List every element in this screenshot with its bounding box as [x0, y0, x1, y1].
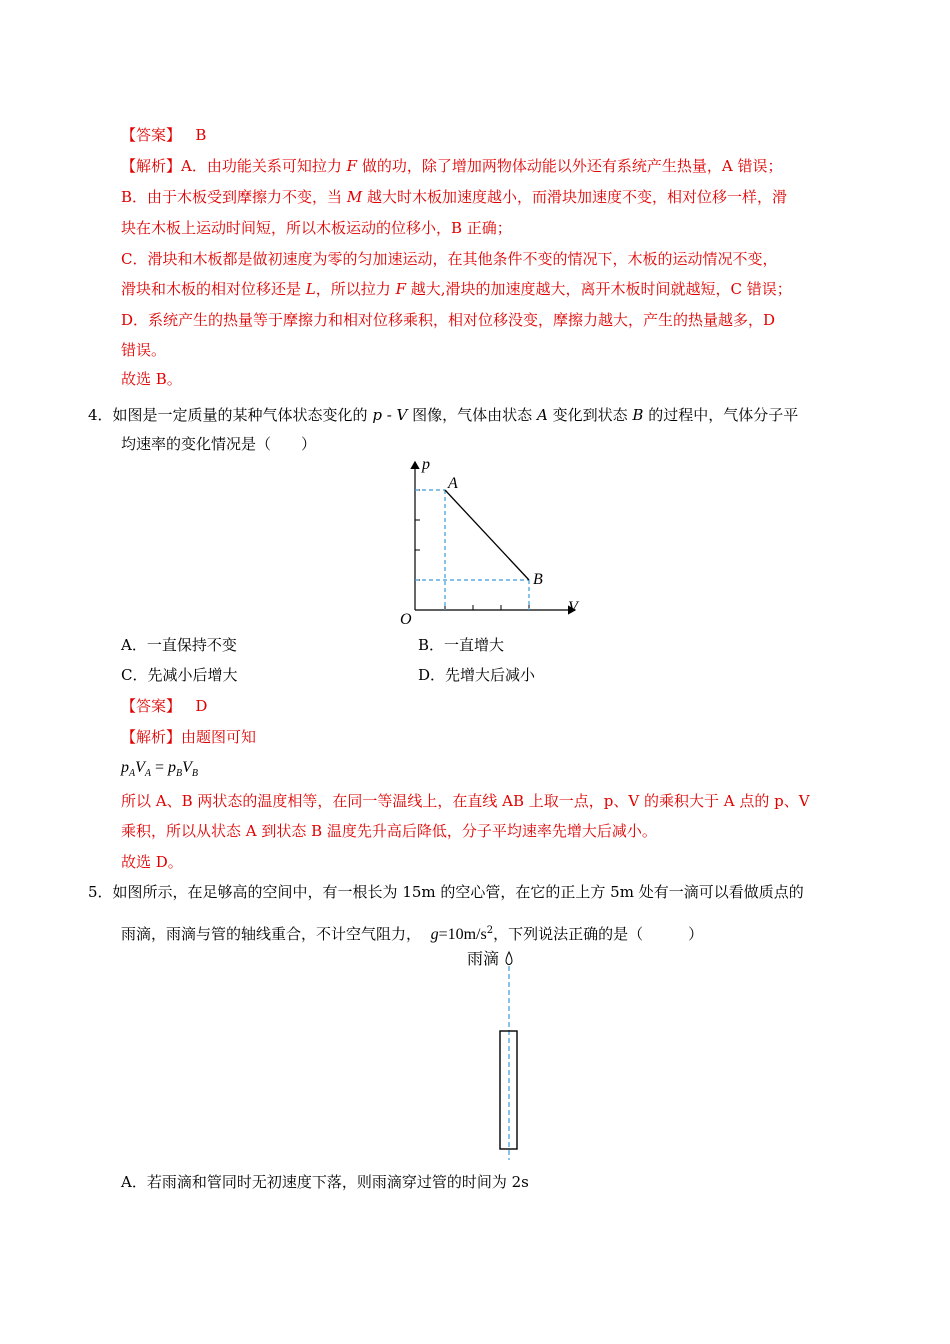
- variable-f: F: [395, 280, 406, 298]
- option-text: A．一直保持不变: [121, 636, 237, 654]
- formula-v: V: [182, 759, 192, 776]
- q3-conclusion: [121, 369, 182, 389]
- gravity-exponent: 2: [486, 925, 494, 936]
- formula-p: p: [121, 759, 129, 776]
- formula-sub-a: A: [129, 768, 136, 780]
- stem-text: 变化到状态: [552, 406, 628, 424]
- q4-answer-line: [121, 696, 207, 716]
- q5-option-a[interactable]: [121, 1172, 529, 1192]
- analysis-text: C．滑块和木板都是做初速度为零的匀加速运动，在其他条件不变的情况下，木板的运动情况不变，: [121, 250, 778, 268]
- q3-analysis-line-4: [121, 249, 777, 269]
- stem-text: 如图所示，在足够高的空间中，有一根长为 15m 的空心管，在它的正上方 5m 处有一滴可以看做质点的: [112, 883, 804, 901]
- analysis-text: B．由于木板受到摩擦力不变，当: [121, 188, 343, 206]
- q4-explanation-line-1: [121, 791, 810, 811]
- question-number: 4．: [88, 406, 113, 424]
- answer-value: D: [195, 697, 208, 715]
- analysis-text: 错误。: [121, 341, 167, 359]
- q4-option-c[interactable]: [121, 665, 237, 685]
- formula-eq: =: [155, 759, 165, 776]
- formula-sub-b: B: [176, 768, 183, 780]
- q4-stem-line-1: [88, 405, 798, 425]
- option-text: A．若雨滴和管同时无初速度下落，则雨滴穿过管的时间为 2s: [121, 1173, 529, 1191]
- y-axis-label: p: [422, 456, 430, 473]
- analysis-text: ，所以拉力: [315, 280, 391, 298]
- conclusion-text: 故选 B。: [121, 370, 182, 388]
- formula-sub-b: B: [191, 768, 199, 780]
- analysis-text: 做的功，除了增加两物体动能以外还有系统产生热量，A 错误；: [361, 157, 783, 175]
- q3-analysis-line-5: [121, 279, 792, 299]
- variable-f: F: [346, 157, 358, 175]
- analysis-label: 【解析】: [121, 728, 182, 746]
- stem-text: 雨滴，雨滴与管的轴线重合，不计空气阻力，: [121, 925, 422, 943]
- q4-conclusion: [121, 852, 183, 872]
- analysis-text: 所以 A、B 两状态的温度相等，在同一等温线上，在直线 AB 上取一点，p、V 的乘积大于 A 点的 p、V: [121, 792, 810, 810]
- q3-analysis-line-3: [121, 218, 512, 238]
- gravity-value: =10m/s: [438, 926, 487, 943]
- formula-p: p: [168, 759, 177, 776]
- raindrop-icon: [506, 952, 512, 965]
- q4-stem-line-2: [121, 434, 316, 454]
- gravity-symbol: g: [430, 926, 439, 943]
- q3-analysis-line-7: [121, 340, 166, 360]
- stem-text: 图像，气体由状态: [412, 406, 533, 424]
- point-b-label: B: [533, 571, 543, 588]
- process-line-ab: [445, 490, 529, 580]
- answer-label: 【答案】: [121, 126, 182, 144]
- option-text: B．一直增大: [418, 636, 505, 654]
- analysis-text: 由题图可知: [181, 728, 257, 746]
- analysis-text: 越大,滑块的加速度越大，离开木板时间就越短，C 错误；: [410, 280, 792, 298]
- q5-stem-line-1: [88, 882, 804, 902]
- stem-text: 均速率的变化情况是（ ）: [121, 435, 317, 453]
- stem-text: 的过程中，气体分子平: [648, 406, 799, 424]
- analysis-text: 块在木板上运动时间短，所以木板运动的位移小，B 正确；: [121, 219, 512, 237]
- question-number: 5．: [88, 883, 113, 901]
- formula-sub-a: A: [144, 768, 151, 780]
- pv-symbol: p - V: [372, 406, 408, 424]
- analysis-text: 乘积，所以从状态 A 到状态 B 温度先升高后降低，分子平均速率先增大后减小。: [121, 822, 657, 840]
- q4-analysis-line: [121, 727, 256, 747]
- option-text: C．先减小后增大: [121, 666, 238, 684]
- tube-figure: [490, 946, 530, 1166]
- q4-option-a[interactable]: [121, 635, 237, 655]
- figure-label-text: 雨滴: [467, 949, 500, 968]
- analysis-text: 滑块和木板的相对位移还是: [121, 280, 302, 298]
- q3-analysis-line-2: [121, 187, 787, 207]
- conclusion-text: 故选 D。: [121, 853, 183, 871]
- answer-value: B: [195, 126, 207, 144]
- x-axis-label: V: [568, 599, 578, 616]
- state-b: B: [632, 406, 644, 424]
- analysis-text: D．系统产生的热量等于摩擦力和相对位移乘积，相对位移没变，摩擦力越大，产生的热量越多，D: [121, 311, 776, 329]
- q3-analysis-line-6: [121, 310, 775, 330]
- pv-graph: [395, 452, 595, 630]
- analysis-text: 越大时木板加速度越小，而滑块加速度不变，相对位移一样，滑: [366, 188, 787, 206]
- option-text: D．先增大后减小: [418, 666, 536, 684]
- stem-text: 如图是一定质量的某种气体状态变化的: [112, 406, 368, 424]
- q3-analysis-line-1: [121, 156, 782, 176]
- q4-explanation-line-2: [121, 821, 657, 841]
- point-a-label: A: [448, 475, 458, 492]
- q4-formula: [121, 758, 198, 784]
- formula-v: V: [135, 759, 145, 776]
- q3-answer-line: [121, 125, 206, 145]
- stem-text: ，下列说法正确的是（ ）: [493, 925, 704, 943]
- q4-option-b[interactable]: [418, 635, 504, 655]
- variable-l: L: [305, 280, 316, 298]
- answer-label: 【答案】: [121, 697, 182, 715]
- q5-stem-line-2: [121, 921, 703, 945]
- variable-m: M: [346, 188, 363, 206]
- state-a: A: [536, 406, 548, 424]
- analysis-text: A．由功能关系可知拉力: [181, 157, 342, 175]
- q4-option-d[interactable]: [418, 665, 535, 685]
- analysis-label: 【解析】: [121, 157, 182, 175]
- origin-label: O: [400, 611, 412, 628]
